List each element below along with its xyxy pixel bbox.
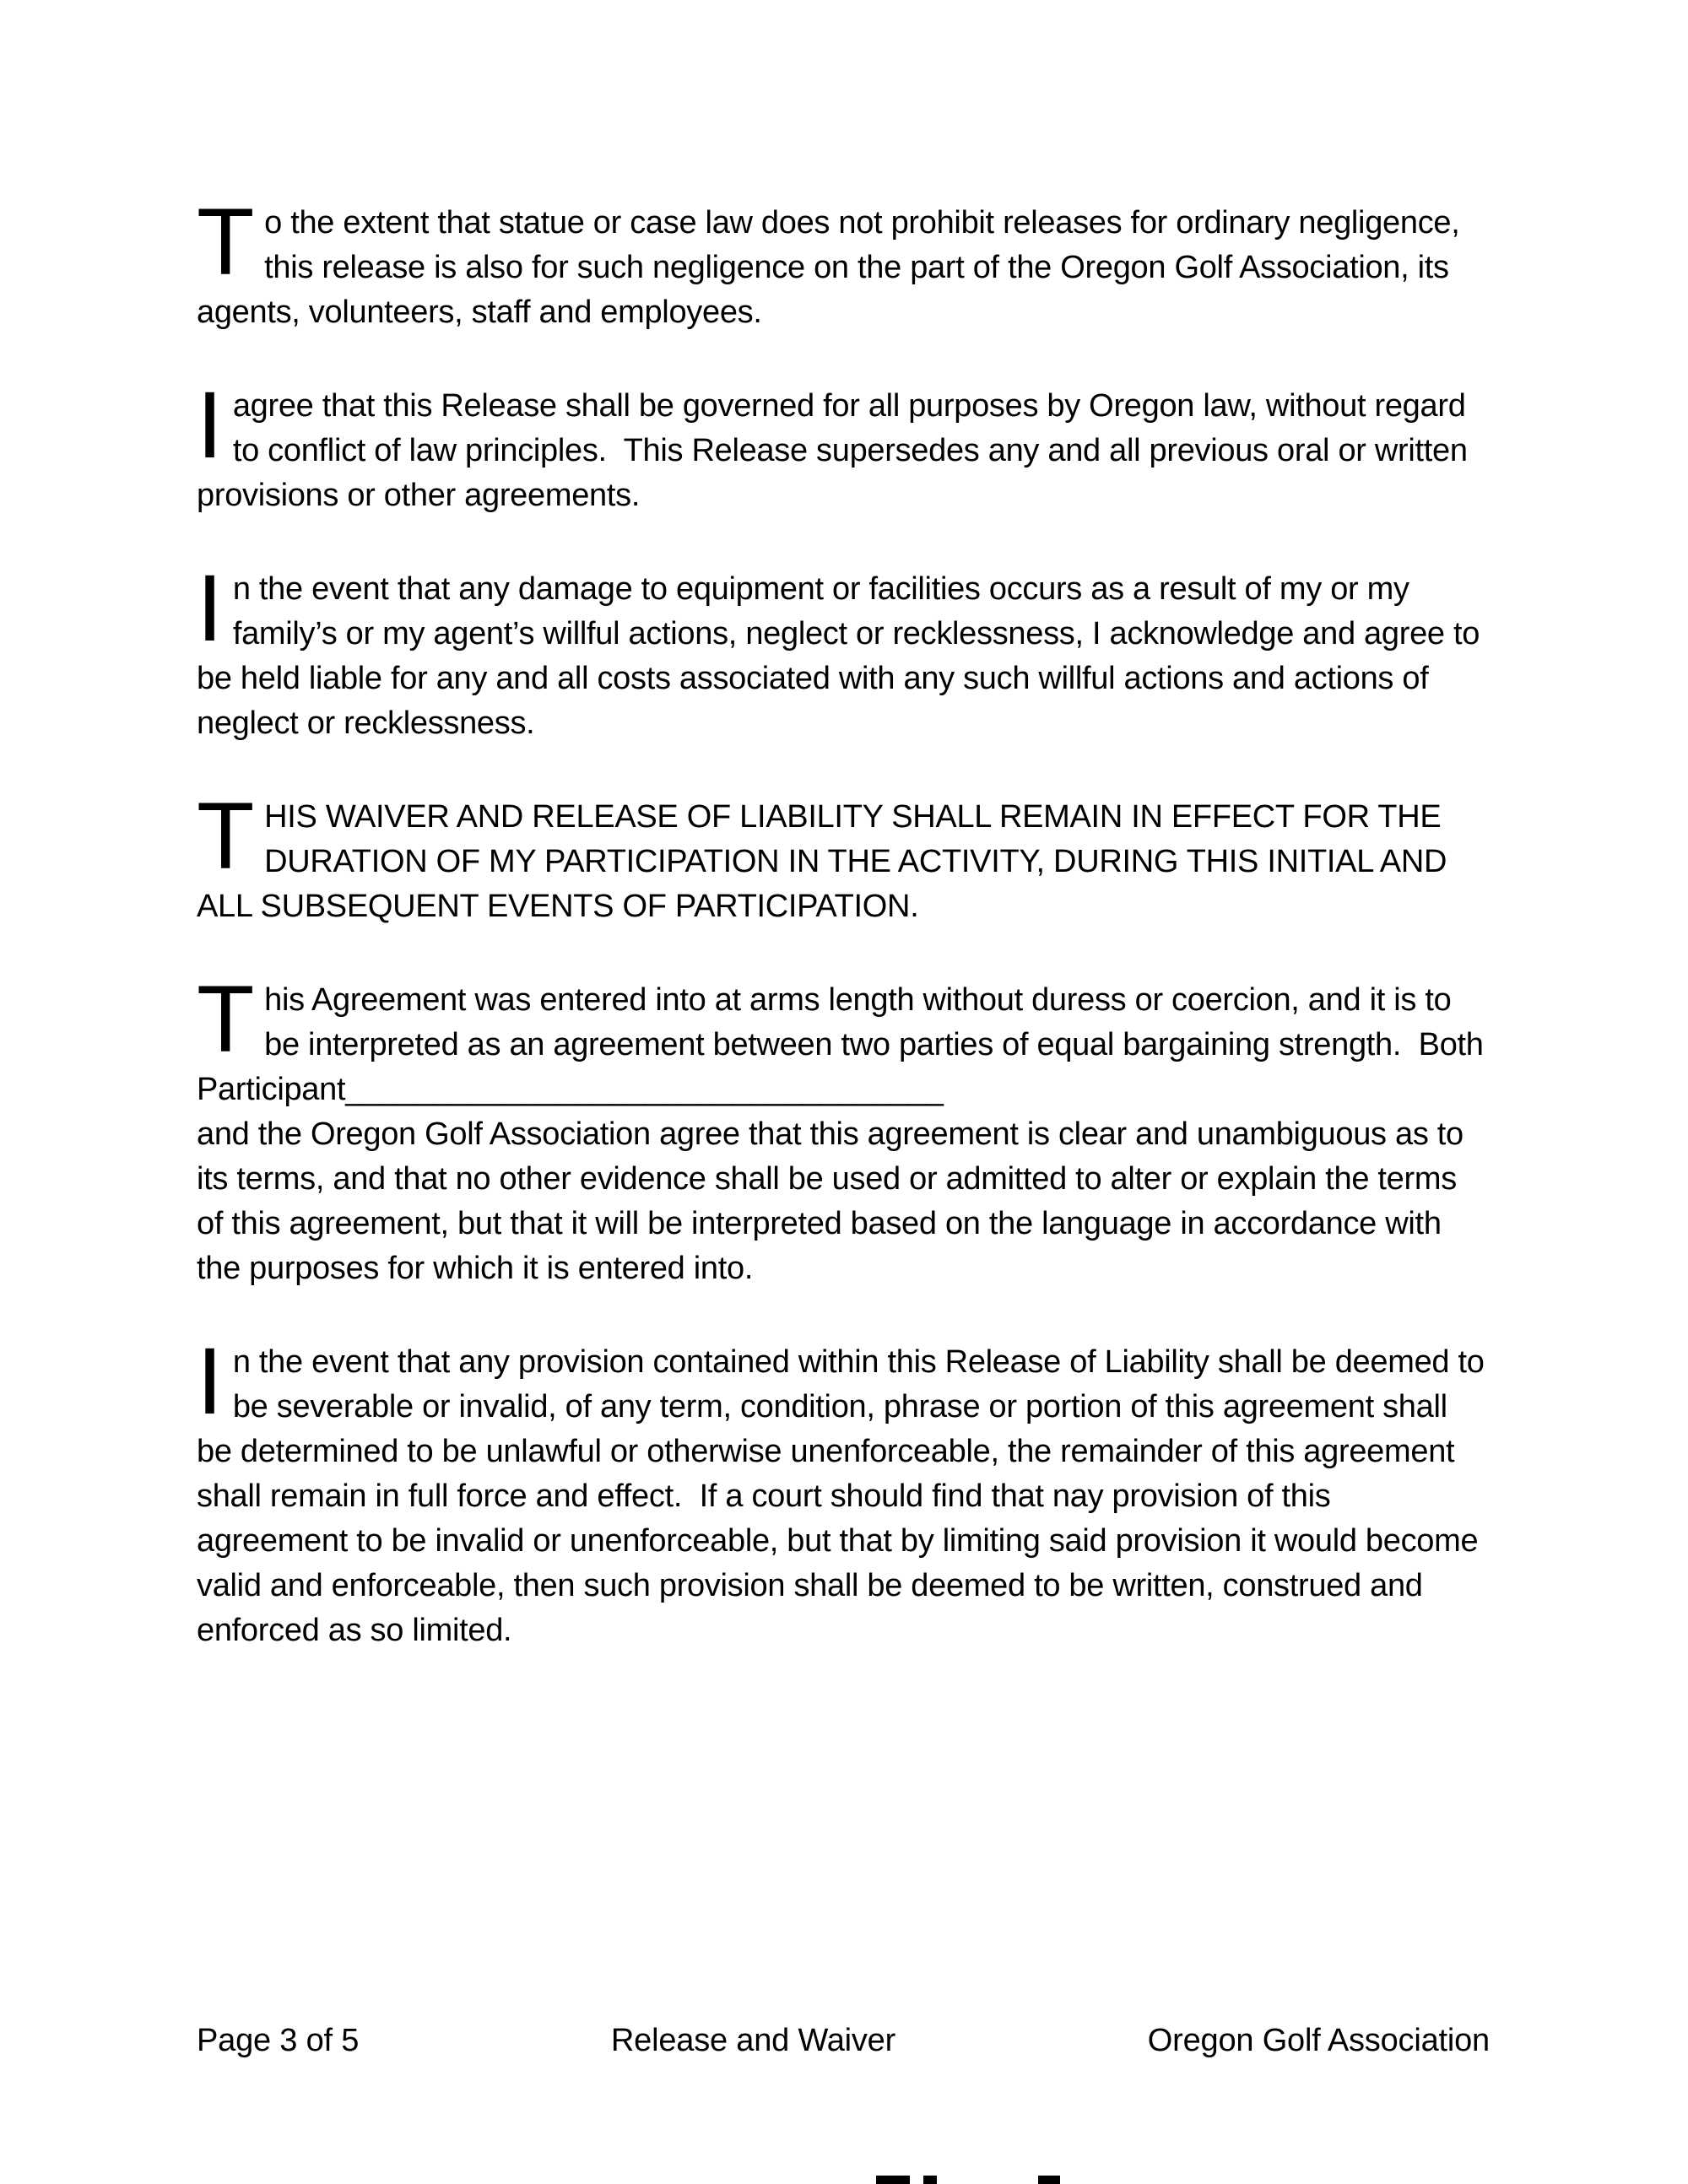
footer-organization: Oregon Golf Association <box>1147 2023 1490 2058</box>
drop-cap: T <box>197 966 255 1072</box>
page-footer <box>197 2023 1490 2059</box>
drop-cap: I <box>197 555 223 661</box>
drop-cap: I <box>197 372 223 478</box>
participant-name-blank-line: __________________________________ <box>345 1072 944 1107</box>
paragraph-text: HIS WAIVER AND RELEASE OF LIABILITY SHALL REMAIN IN EFFECT FOR THE DURATION OF MY PARTICIPATION IN THE ACTIVITY, DURING THIS INITIAL AND ALL SUBSEQUENT EVENTS OF PARTICIPATION. <box>197 799 1454 924</box>
paragraph-damage-liability <box>197 555 1490 746</box>
scan-artifact <box>1038 2176 1060 2184</box>
footer-document-title: Release and Waiver <box>610 2023 896 2058</box>
paragraph-text: o the extent that statue or case law does not prohibit releases for ordinary negligence, this release is also for such negligence on the part of the Oregon Golf Association, its agents, volunteers, staff and employees. <box>197 205 1469 330</box>
paragraph-text: his Agreement was entered into at arms length without duress or coercion, and it is to be interpreted as an agreement between two parties of equal bargaining strength. Both Participant <box>197 982 1492 1107</box>
document-body <box>197 189 1493 1702</box>
paragraph-text: n the event that any provision contained within this Release of Liability shall be deemed to be severable or invalid, of any term, condition, phrase or portion of this agreement shall be determined to be unlawful or otherwise unenforceable, the remainder of this agreement shall remain in full force and effect. If a court should find that nay provision of this agreement to be invalid or unenforceable, but that by limiting said provision it would become valid and enforceable, then such provision shall be deemed to be written, construed and enforced as so limited. <box>197 1344 1493 1648</box>
paragraph-severability <box>197 1328 1493 1653</box>
paragraph-governing-law <box>197 372 1490 518</box>
paragraph-text: agree that this Release shall be governed for all purposes by Oregon law, without regard to conflict of law principles. This Release supersedes any and all previous oral or written provisions or other agreements. <box>197 388 1476 513</box>
paragraph-waiver-duration <box>197 783 1490 929</box>
paragraph-arms-length-agreement <box>197 966 1492 1291</box>
scan-artifact <box>876 2176 910 2184</box>
footer-page-number: Page 3 of 5 <box>197 2023 360 2058</box>
paragraph-extent-of-release <box>197 189 1490 335</box>
paragraph-text: n the event that any damage to equipment or facilities occurs as a result of my or my family’s or my agent’s willful actions, neglect or recklessness, I acknowledge and agree to be held liable for any and all costs associated with any such willful actions and actions of neglect or recklessness. <box>197 571 1489 741</box>
scan-artifact <box>923 2176 937 2184</box>
drop-cap: T <box>197 189 255 295</box>
paragraph-text-continued: and the Oregon Golf Association agree that this agreement is clear and unambiguous as to its terms, and that no other evidence shall be used or admitted to alter or explain the terms of this agreement, but that it will be interpreted based on the language in accordance with the purposes for which it is entered into. <box>197 1116 1473 1286</box>
drop-cap: T <box>197 783 255 889</box>
drop-cap: I <box>197 1328 223 1434</box>
